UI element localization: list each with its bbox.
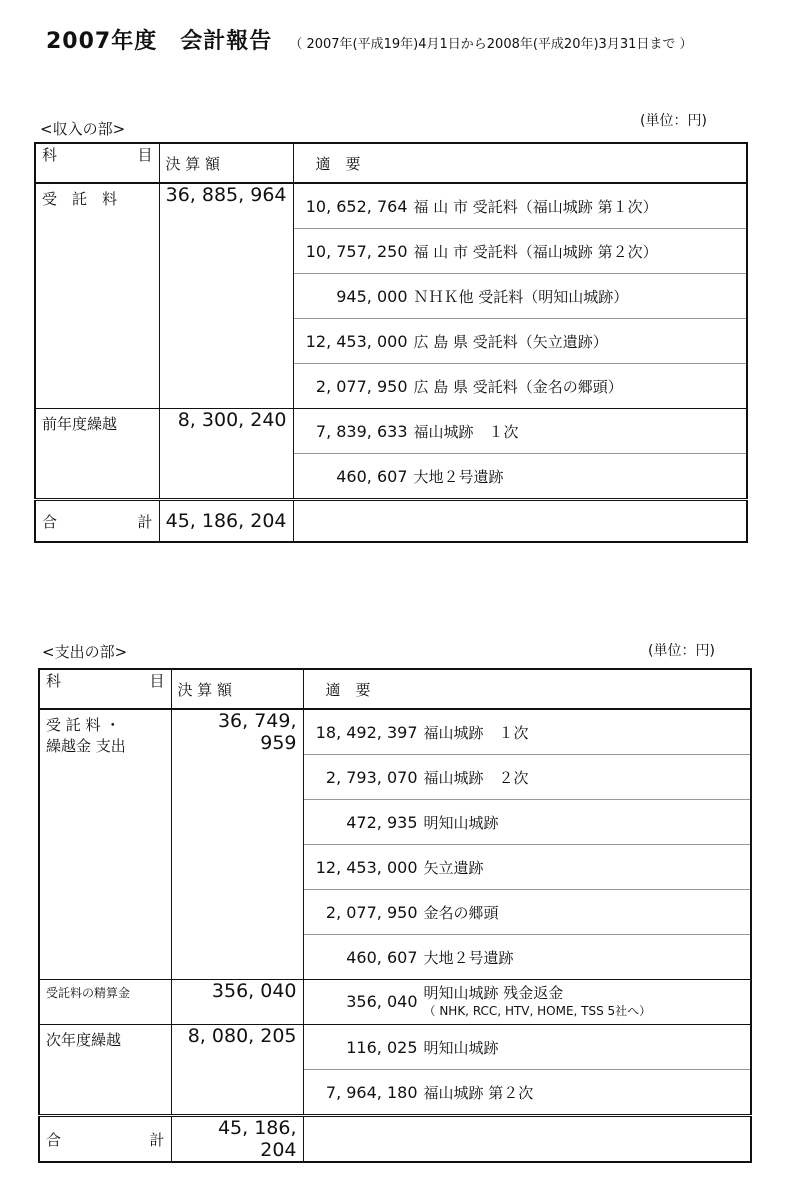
amount-cell: 8, 080, 205 (171, 1025, 303, 1116)
detail-note: 明知山城跡 (423, 813, 499, 832)
item-cell: 受 託 料 ・ 繰越金 支出 (39, 709, 171, 980)
desc-cell (303, 1025, 751, 1070)
total-row (39, 1116, 751, 1163)
header-item-right: 目 (149, 672, 165, 690)
header-item-right: 目 (137, 146, 153, 164)
detail-amount: 7, 839, 633 (315, 421, 408, 441)
total-label-cell (39, 1116, 171, 1163)
title-period: （ 2007年(平成19年)4月1日から2008年(平成20年)3月31日まで ） (289, 37, 693, 52)
detail-note: 福山城跡 １次 (423, 723, 529, 742)
total-label-right: 計 (149, 1130, 165, 1149)
detail-amount: 460, 607 (346, 947, 418, 967)
header-desc: 適 要 (303, 669, 751, 709)
detail-amount: 945, 000 (336, 286, 408, 306)
detail-note: 福山城跡 １次 (413, 422, 519, 441)
total-label (46, 1129, 165, 1150)
desc-cell (303, 800, 751, 845)
detail-amount: 2, 077, 950 (315, 376, 408, 396)
income-section-label: <収入の部> (40, 120, 126, 138)
detail-note: 矢立遺跡 (423, 858, 484, 877)
detail-amount: 10, 652, 764 (305, 196, 408, 216)
desc-cell (293, 319, 747, 364)
total-label (42, 511, 153, 532)
desc-cell (303, 755, 751, 800)
detail-note: 福山城跡 第２次 (423, 1083, 534, 1102)
item-cell: 次年度繰越 (39, 1025, 171, 1116)
desc-cell (303, 890, 751, 935)
title-main: 2007年度 会計報告 (46, 29, 273, 54)
total-desc-empty (303, 1116, 751, 1163)
header-item (39, 669, 171, 709)
desc-cell (303, 845, 751, 890)
desc-cell (293, 364, 747, 409)
total-label-right: 計 (137, 512, 153, 531)
amount-cell: 8, 300, 240 (159, 409, 293, 500)
detail-note: 明知山城跡 (423, 1038, 499, 1057)
total-label-left: 合 (46, 1130, 62, 1149)
total-amount: 45, 186, 204 (159, 500, 293, 543)
desc-cell (303, 1070, 751, 1116)
detail-note: 福 山 市 受託料（福山城跡 第１次） (413, 197, 658, 216)
amount-cell: 36, 885, 964 (159, 183, 293, 409)
detail-note-block (424, 985, 652, 1020)
detail-note: 広 島 県 受託料（矢立遺跡） (413, 332, 608, 351)
header-item-left: 科 (42, 146, 58, 164)
header-amount: 決 算 額 (159, 143, 293, 183)
expense-header-row (39, 669, 751, 709)
item-cell: 前年度繰越 (35, 409, 159, 500)
header-item (35, 143, 159, 183)
detail-amount: 12, 453, 000 (305, 331, 408, 351)
detail-note-sub: （ NHK, RCC, HTV, HOME, TSS 5社へ） (423, 1004, 652, 1018)
table-row (39, 1025, 751, 1070)
header-item-left: 科 (46, 672, 62, 690)
detail-note: 福 山 市 受託料（福山城跡 第２次） (413, 242, 658, 261)
amount-cell: 36, 749, 959 (171, 709, 303, 980)
detail-note: 大地２号遺跡 (413, 467, 504, 486)
expense-section-label: <支出の部> (42, 643, 128, 661)
detail-note: 明知山城跡 残金返金 (423, 983, 564, 1002)
detail-amount: 472, 935 (346, 812, 418, 832)
detail-note: 金名の郷頭 (423, 903, 499, 922)
desc-cell (293, 454, 747, 500)
detail-note: 福山城跡 ２次 (423, 768, 529, 787)
expense-table (38, 668, 752, 1163)
detail-note: ＮＨＫ他 受託料（明知山城跡） (413, 287, 629, 306)
detail-amount: 2, 793, 070 (325, 767, 418, 787)
desc-cell (293, 274, 747, 319)
desc-cell (293, 183, 747, 229)
total-label-left: 合 (42, 512, 58, 531)
table-row (35, 409, 747, 454)
total-row (35, 500, 747, 543)
table-row (39, 709, 751, 755)
amount-cell: 356, 040 (171, 980, 303, 1025)
detail-amount: 12, 453, 000 (315, 857, 418, 877)
table-row (35, 183, 747, 229)
total-desc-empty (293, 500, 747, 543)
detail-amount: 460, 607 (336, 466, 408, 486)
header-amount: 決 算 額 (171, 669, 303, 709)
desc-cell (303, 980, 751, 1025)
income-table (34, 142, 748, 543)
detail-amount: 7, 964, 180 (325, 1082, 418, 1102)
detail-amount: 356, 040 (346, 991, 418, 1011)
desc-cell (293, 229, 747, 274)
income-header-row (35, 143, 747, 183)
detail-amount: 18, 492, 397 (315, 722, 418, 742)
detail-note: 大地２号遺跡 (423, 948, 514, 967)
desc-cell (303, 709, 751, 755)
desc-cell (293, 409, 747, 454)
total-amount: 45, 186, 204 (171, 1116, 303, 1163)
detail-amount: 116, 025 (346, 1037, 418, 1057)
report-title (46, 24, 693, 55)
total-label-cell (35, 500, 159, 543)
detail-note: 広 島 県 受託料（金名の郷頭） (413, 377, 623, 396)
item-cell: 受 託 料 (35, 183, 159, 409)
item-cell: 受託料の精算金 (39, 980, 171, 1025)
detail-amount: 2, 077, 950 (325, 902, 418, 922)
header-desc: 適 要 (293, 143, 747, 183)
detail-amount: 10, 757, 250 (305, 241, 408, 261)
expense-unit-label: (単位：円) (648, 643, 715, 659)
desc-cell (303, 935, 751, 980)
income-unit-label: (単位：円) (640, 113, 707, 129)
table-row (39, 980, 751, 1025)
